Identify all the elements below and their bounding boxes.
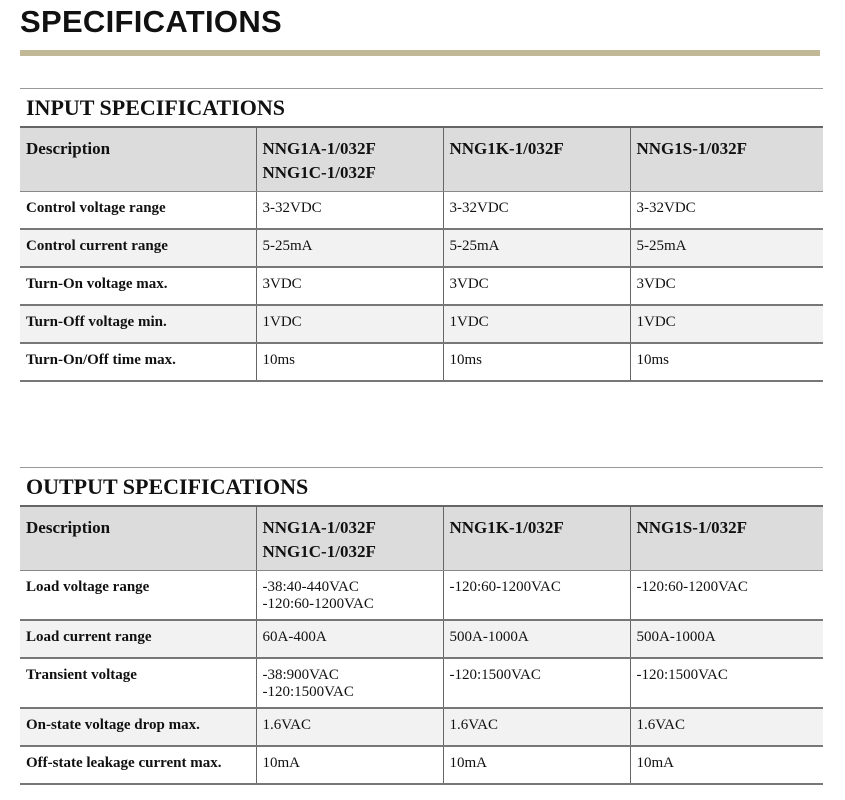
table-cell: 3-32VDC xyxy=(256,191,443,229)
row-label: Turn-On/Off time max. xyxy=(20,343,256,381)
input-specifications-section xyxy=(20,88,823,382)
row-label: Load current range xyxy=(20,620,256,658)
table-row xyxy=(20,229,823,267)
table-cell: -120:60-1200VAC xyxy=(443,570,630,620)
table-cell: 1.6VAC xyxy=(443,708,630,746)
table-cell xyxy=(256,658,443,708)
cell-line: -38:40-440VAC xyxy=(262,578,359,595)
row-label: Off-state leakage current max. xyxy=(20,746,256,784)
table-row xyxy=(20,746,823,784)
table-row xyxy=(20,267,823,305)
table-cell: 1VDC xyxy=(443,305,630,343)
table-cell: 5-25mA xyxy=(443,229,630,267)
table-cell: 1VDC xyxy=(630,305,823,343)
table-cell: 500A-1000A xyxy=(630,620,823,658)
header-model-k: NNG1K-1/032F xyxy=(443,506,630,570)
title-underline-bar xyxy=(20,50,820,56)
header-model-a-c xyxy=(256,127,443,191)
table-cell: -120:1500VAC xyxy=(630,658,823,708)
table-cell: 3-32VDC xyxy=(443,191,630,229)
table-cell: 10mA xyxy=(630,746,823,784)
table-cell: 3VDC xyxy=(256,267,443,305)
cell-line: -38:900VAC xyxy=(262,667,339,683)
table-cell: -120:60-1200VAC xyxy=(630,570,823,620)
table-row xyxy=(20,658,823,708)
table-cell: 1.6VAC xyxy=(256,708,443,746)
table-cell: 10mA xyxy=(443,746,630,784)
header-model-line: NNG1A-1/032F xyxy=(262,139,376,158)
table-cell: 3VDC xyxy=(443,267,630,305)
table-row xyxy=(20,620,823,658)
header-model-s: NNG1S-1/032F xyxy=(630,506,823,570)
table-cell: 5-25mA xyxy=(256,229,443,267)
table-header-row xyxy=(20,506,823,570)
table-row xyxy=(20,191,823,229)
input-section-title: INPUT SPECIFICATIONS xyxy=(20,88,823,126)
cell-line: -120:1500VAC xyxy=(262,684,354,700)
table-cell: 500A-1000A xyxy=(443,620,630,658)
table-cell: 10ms xyxy=(443,343,630,381)
table-cell: 10mA xyxy=(256,746,443,784)
table-cell xyxy=(256,570,443,620)
header-model-line: NNG1C-1/032F xyxy=(262,542,376,561)
table-cell: -120:1500VAC xyxy=(443,658,630,708)
row-label: Load voltage range xyxy=(20,570,256,620)
header-model-a-c xyxy=(256,506,443,570)
output-section-title: OUTPUT SPECIFICATIONS xyxy=(20,467,823,505)
header-description: Description xyxy=(20,127,256,191)
table-row xyxy=(20,343,823,381)
header-model-s: NNG1S-1/032F xyxy=(630,127,823,191)
row-label: Transient voltage xyxy=(20,658,256,708)
table-row xyxy=(20,570,823,620)
page-title: SPECIFICATIONS xyxy=(20,4,282,39)
table-cell: 10ms xyxy=(630,343,823,381)
input-spec-table xyxy=(20,126,823,382)
row-label: Turn-Off voltage min. xyxy=(20,305,256,343)
row-label: Turn-On voltage max. xyxy=(20,267,256,305)
table-row xyxy=(20,305,823,343)
table-cell: 5-25mA xyxy=(630,229,823,267)
header-model-line: NNG1A-1/032F xyxy=(262,518,376,537)
header-description: Description xyxy=(20,506,256,570)
header-model-line: NNG1C-1/032F xyxy=(262,163,376,182)
row-label: On-state voltage drop max. xyxy=(20,708,256,746)
table-header-row xyxy=(20,127,823,191)
table-cell: 1VDC xyxy=(256,305,443,343)
table-cell: 1.6VAC xyxy=(630,708,823,746)
output-specifications-section xyxy=(20,467,823,785)
table-cell: 10ms xyxy=(256,343,443,381)
table-row xyxy=(20,708,823,746)
header-model-k: NNG1K-1/032F xyxy=(443,127,630,191)
row-label: Control current range xyxy=(20,229,256,267)
row-label: Control voltage range xyxy=(20,191,256,229)
cell-line: -120:60-1200VAC xyxy=(262,595,374,612)
table-cell: 3-32VDC xyxy=(630,191,823,229)
table-cell: 60A-400A xyxy=(256,620,443,658)
table-cell: 3VDC xyxy=(630,267,823,305)
output-spec-table xyxy=(20,505,823,785)
